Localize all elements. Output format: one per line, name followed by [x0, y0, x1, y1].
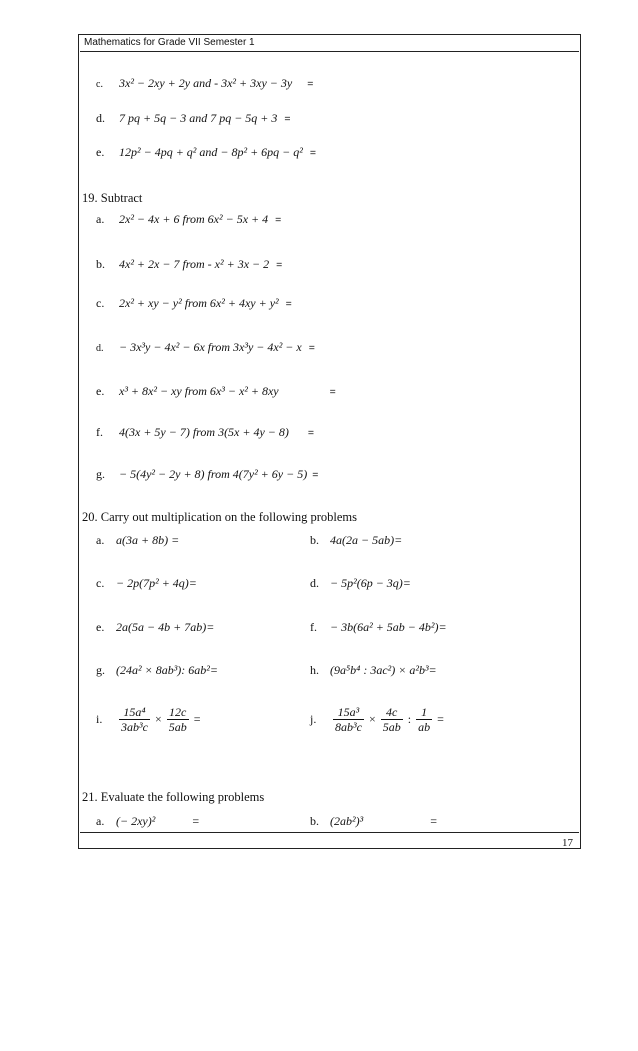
- expression: 2x² + xy − y² from 6x² + 4xy + y²: [119, 296, 279, 310]
- fraction: $\frac{1}{ab}$: [418, 705, 431, 734]
- expression: − 5(4y² − 2y + 8) from 4(7y² + 6y − 5): [119, 467, 308, 481]
- expression: (24a² × 8ab³): 6ab²=: [116, 663, 218, 677]
- q19-item-c: c. 2x² + xy − y² from 6x² + 4xy + y² =: [96, 296, 292, 310]
- expression: 2x² − 4x + 6 from 6x² − 5x + 4: [119, 212, 269, 226]
- expression: − 5p²(6p − 3q)=: [330, 576, 411, 590]
- expression: (− 2xy)²: [116, 814, 156, 828]
- fraction: $\frac{\text{15a³}}{\text{8ab³c}}$: [335, 705, 362, 734]
- q20-item-c: c. − 2p(7p² + 4q)=: [96, 576, 197, 590]
- expression: − 3x³y − 4x² − 6x from 3x³y − 4x² − x: [119, 340, 302, 354]
- fraction: $\frac{12c}{5ab}$: [168, 705, 187, 734]
- q20-item-e: e. 2a(5a − 4b + 7ab)=: [96, 620, 215, 634]
- expression: (9a⁵b⁴ : 3ac²) × a²b³=: [330, 663, 437, 677]
- expression: 2a(5a − 4b + 7ab)=: [116, 620, 215, 634]
- q20-item-h: h. (9a⁵b⁴ : 3ac²) × a²b³=: [310, 663, 437, 677]
- fraction: $\frac{4c}{5ab}$: [382, 705, 401, 734]
- q19-item-b: b. 4x² + 2x − 7 from - x² + 3x − 2 =: [96, 257, 283, 271]
- expression: − 2p(7p² + 4q)=: [116, 576, 197, 590]
- expression: 12p² − 4pq + q² and − 8p² + 6pq − q²: [119, 145, 303, 159]
- expression: 7 pq + 5q − 3 and 7 pq − 5q + 3: [119, 111, 278, 125]
- fraction: $\frac{\text{15a⁴}}{\text{3ab³c}}$: [121, 705, 148, 734]
- q20-item-a: a. a(3a + 8b) =: [96, 533, 180, 547]
- footer-rule: [80, 832, 579, 833]
- q20-item-i: i. $\frac{\text{15a⁴}}{\text{3ab³c}}$ × $\frac{12c}{5ab}$ =: [96, 705, 201, 734]
- q19-item-a: a. 2x² − 4x + 6 from 6x² − 5x + 4 =: [96, 212, 282, 226]
- q19-item-e: e. x³ + 8x² − xy from 6x³ − x² + 8xy =: [96, 384, 336, 398]
- expression: 4(3x + 5y − 7) from 3(5x + 4y − 8): [119, 425, 289, 439]
- q21-item-a: a. (− 2xy)² =: [96, 814, 200, 828]
- q20-item-d: d. − 5p²(6p − 3q)=: [310, 576, 411, 590]
- expression: − 3b(6a² + 5ab − 4b²)=: [330, 620, 447, 634]
- page-number: 17: [562, 837, 573, 849]
- prev-item-c: c. 3x² − 2xy + 2y and - 3x² + 3xy − 3y =: [96, 76, 314, 90]
- question-19-title: 19. Subtract: [82, 191, 143, 205]
- expression: 4a(2a − 5ab)=: [330, 533, 403, 547]
- q19-item-g: g. − 5(4y² − 2y + 8) from 4(7y² + 6y − 5) =: [96, 467, 319, 481]
- q20-item-f: f. − 3b(6a² + 5ab − 4b²)=: [310, 620, 447, 634]
- question-21-title: 21. Evaluate the following problems: [82, 790, 265, 804]
- expression: (2ab²)³: [330, 814, 364, 828]
- prev-item-e: e. 12p² − 4pq + q² and − 8p² + 6pq − q² =: [96, 145, 317, 159]
- q19-item-f: f. 4(3x + 5y − 7) from 3(5x + 4y − 8) =: [96, 425, 315, 439]
- expression: a(3a + 8b) =: [116, 533, 180, 547]
- header-rule: [80, 51, 579, 52]
- q19-item-d: d. − 3x³y − 4x² − 6x from 3x³y − 4x² − x =: [96, 340, 315, 354]
- question-20-title: 20. Carry out multiplication on the following problems: [82, 510, 357, 524]
- expression: x³ + 8x² − xy from 6x³ − x² + 8xy: [119, 384, 279, 398]
- expression: 4x² + 2x − 7 from - x² + 3x − 2: [119, 257, 270, 271]
- q20-item-j: j. $\frac{\text{15a³}}{\text{8ab³c}}$ × $\frac{4c}{5ab}$ : $\frac{1}{ab}$ =: [310, 705, 444, 734]
- q21-item-b: b. (2ab²)³ =: [310, 814, 437, 828]
- expression: 3x² − 2xy + 2y and - 3x² + 3xy − 3y: [119, 76, 293, 90]
- q20-item-b: b. 4a(2a − 5ab)=: [310, 533, 403, 547]
- q20-item-g: g. (24a² × 8ab³): 6ab²=: [96, 663, 218, 677]
- prev-item-d: d. 7 pq + 5q − 3 and 7 pq − 5q + 3 =: [96, 111, 291, 125]
- running-header: Mathematics for Grade VII Semester 1: [84, 37, 255, 48]
